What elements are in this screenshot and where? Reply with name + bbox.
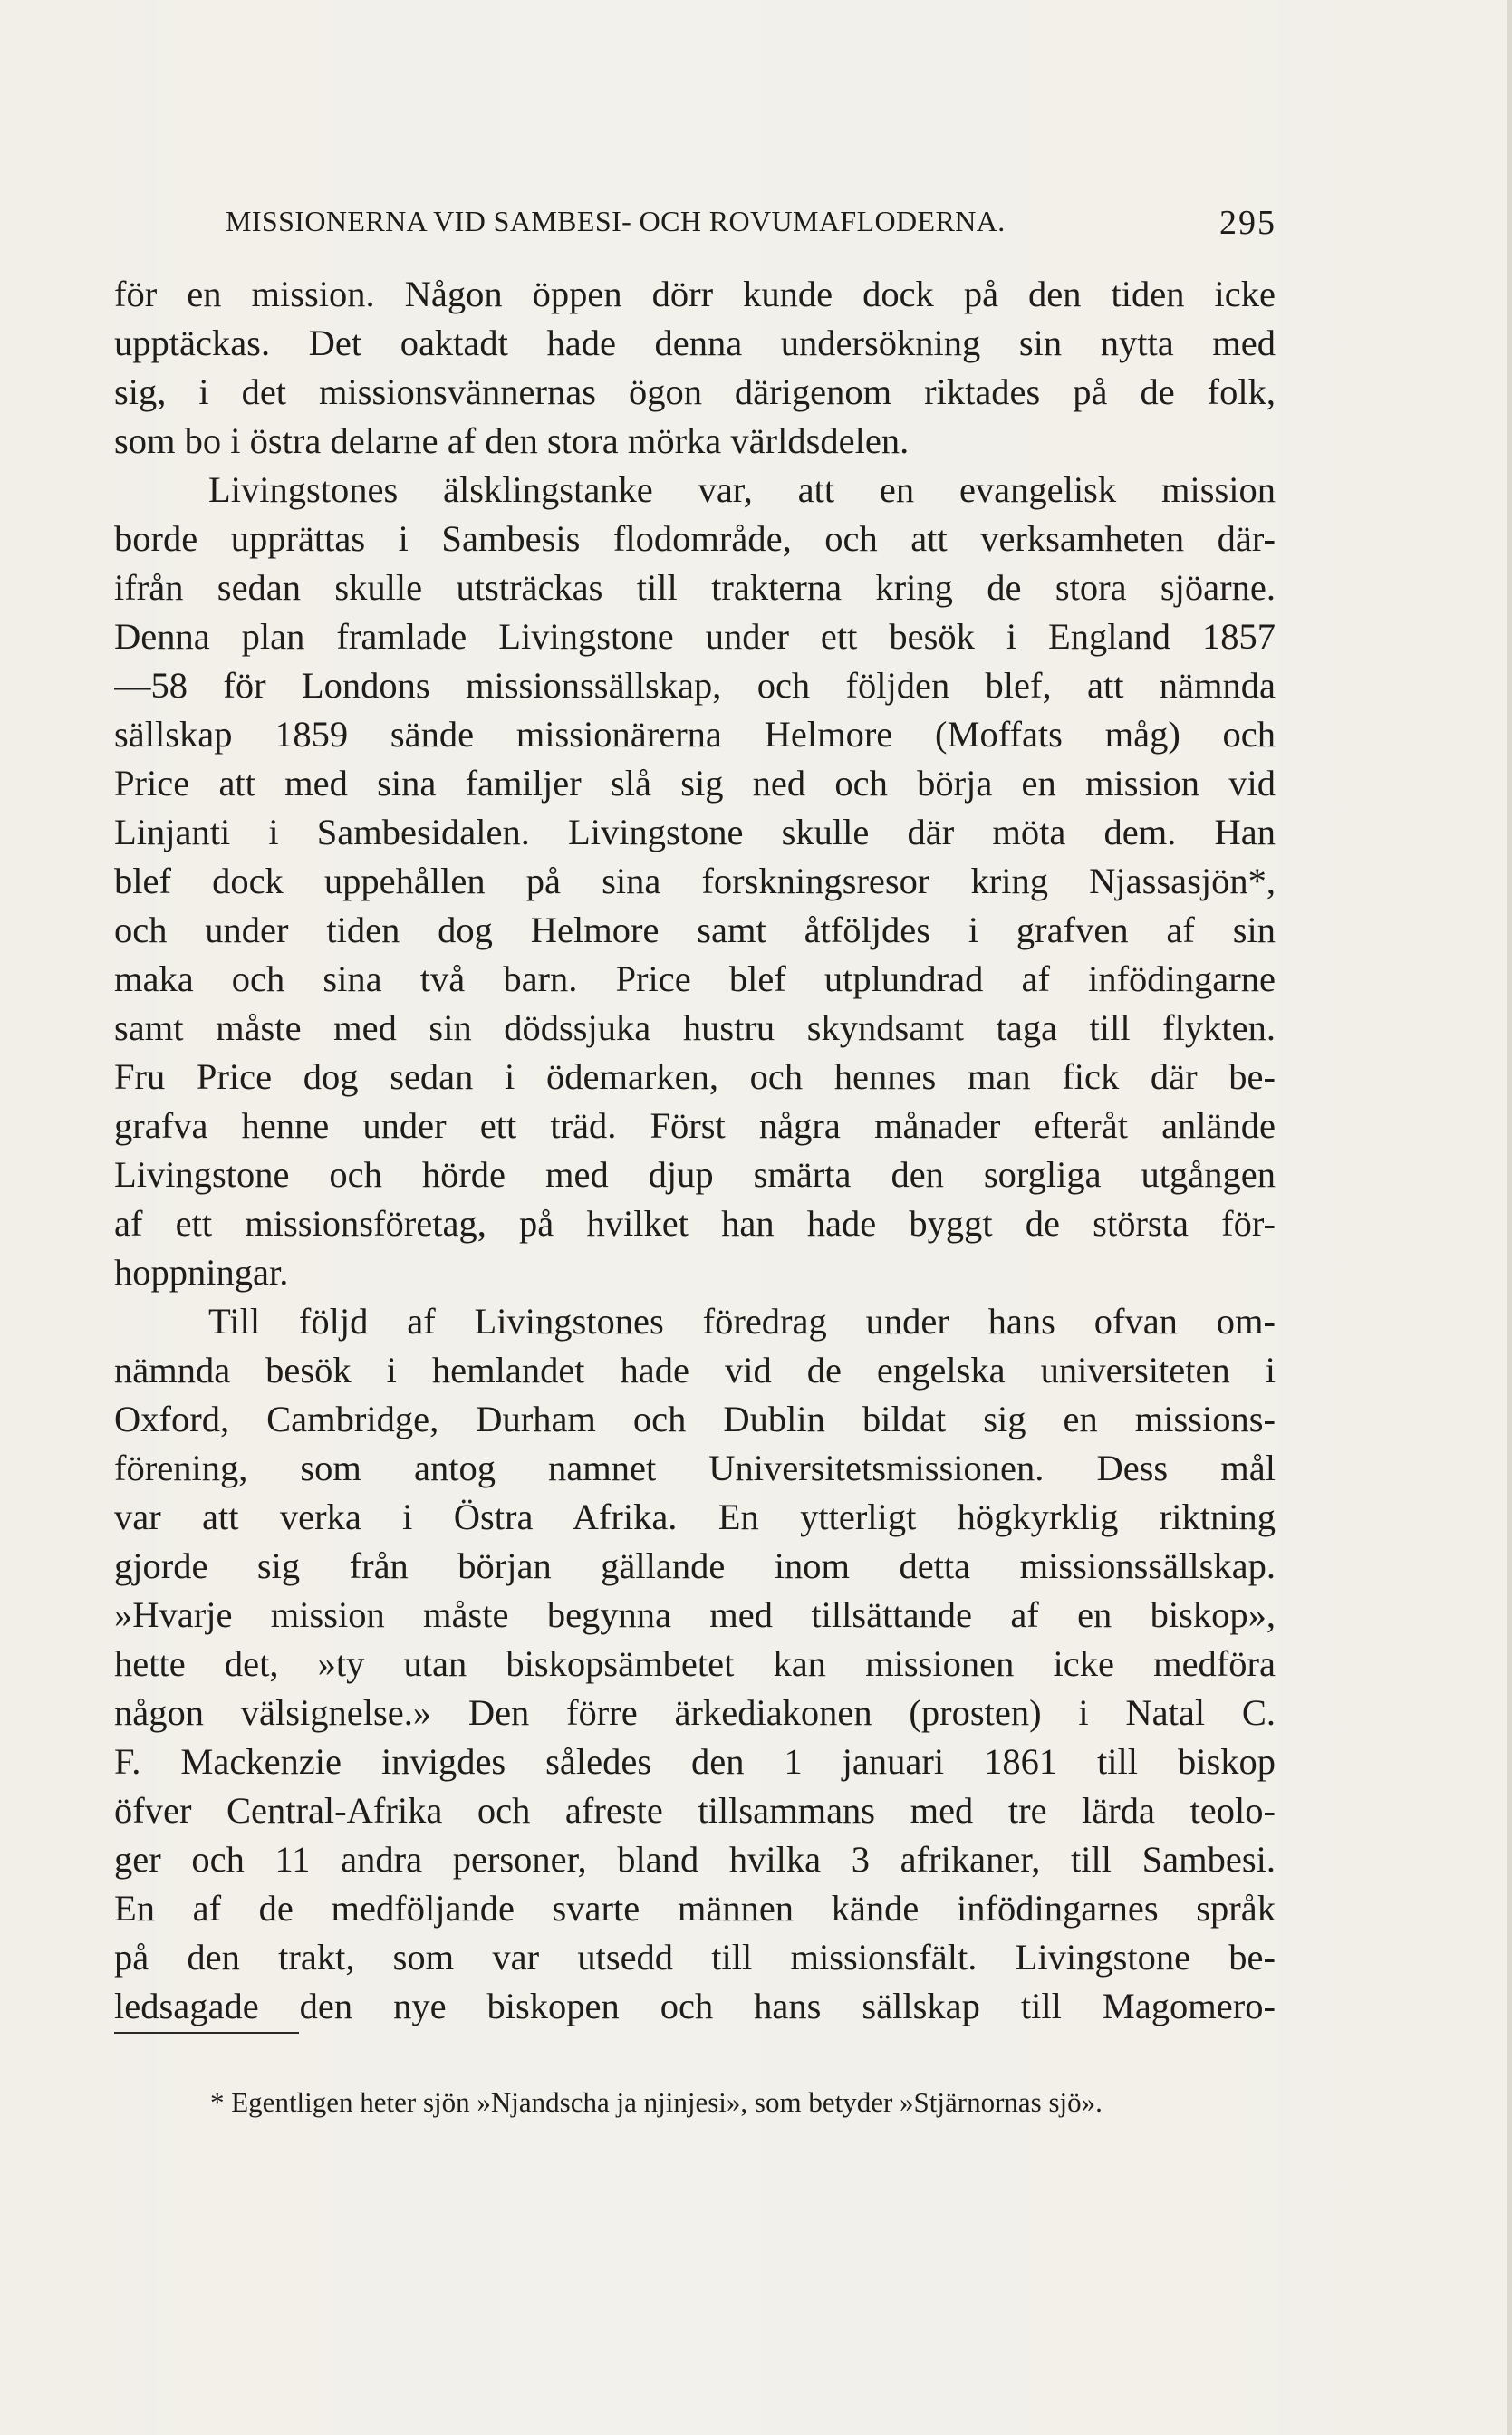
text-line: F. Mackenzie invigdes således den 1 januari 1861 till biskop (114, 1741, 1276, 1782)
text-line: nämnda besök i hemlandet hade vid de engelska universiteten i (114, 1350, 1276, 1391)
running-header (226, 205, 1276, 241)
text-line: Fru Price dog sedan i ödemarken, och hennes man fick där be- (114, 1056, 1276, 1097)
page-number: 295 (1219, 204, 1276, 242)
text-line: gjorde sig från början gällande inom detta missionssällskap. (114, 1545, 1276, 1586)
text-line: öfver Central-Afrika och afreste tillsammans med tre lärda teolo- (114, 1790, 1276, 1831)
body-text (114, 270, 1276, 2031)
footnote: * Egentligen heter sjön »Njandscha ja njinjesi», som betyder »Stjärnornas sjö». (210, 2086, 1103, 2118)
page-edge (1507, 0, 1512, 2435)
text-line: blef dock uppehållen på sina forskningsresor kring Njassasjön*, (114, 861, 1276, 901)
text-line: samt måste med sin dödssjuka hustru skyndsamt taga till flykten. (114, 1007, 1276, 1048)
text-line: ledsagade den nye biskopen och hans sällskap till Magomero- (114, 1986, 1276, 2026)
text-line: på den trakt, som var utsedd till missionsfält. Livingstone be- (114, 1937, 1276, 1978)
text-line: sig, i det missionsvännernas ögon därigenom riktades på de folk, (114, 371, 1276, 412)
text-line: maka och sina två barn. Price blef utplundrad af infödingarne (114, 958, 1276, 999)
text-line: »Hvarje mission måste begynna med tillsättande af en biskop», (114, 1594, 1276, 1635)
footnote-rule (114, 2032, 299, 2034)
text-line: —58 för Londons missionssällskap, och följden blef, att nämnda (114, 665, 1276, 706)
text-line: Till följd af Livingstones föredrag under hans ofvan om- (208, 1301, 1276, 1342)
text-line: hoppningar. (114, 1252, 289, 1293)
text-line: grafva henne under ett träd. Först några månader efteråt anlände (114, 1105, 1276, 1146)
text-line: af ett missionsföretag, på hvilket han hade byggt de största för- (114, 1203, 1276, 1244)
text-line: och under tiden dog Helmore samt åtföljdes i grafven af sin (114, 910, 1276, 950)
text-line: för en mission. Någon öppen dörr kunde dock på den tiden icke (114, 274, 1276, 314)
text-line: Oxford, Cambridge, Durham och Dublin bildat sig en missions- (114, 1399, 1276, 1439)
text-line: En af de medföljande svarte männen kände infödingarnes språk (114, 1888, 1276, 1929)
text-line: som bo i östra delarne af den stora mörka världsdelen. (114, 420, 910, 461)
running-title: MISSIONERNA VID SAMBESI- OCH ROVUMAFLODERNA. (226, 205, 1006, 237)
text-line: borde upprättas i Sambesis flodområde, och att verksamheten där- (114, 518, 1276, 559)
text-line: hette det, »ty utan biskopsämbetet kan missionen icke medföra (114, 1643, 1276, 1684)
text-line: upptäckas. Det oaktadt hade denna undersökning sin nytta med (114, 322, 1276, 363)
text-line: ger och 11 andra personer, bland hvilka 3 afrikaner, till Sambesi. (114, 1839, 1276, 1880)
text-line: ifrån sedan skulle utsträckas till trakterna kring de stora sjöarne. (114, 567, 1276, 608)
text-line: var att verka i Östra Afrika. En ytterligt högkyrklig riktning (114, 1497, 1276, 1537)
text-line: Price att med sina familjer slå sig ned och börja en mission vid (114, 763, 1276, 804)
text-line: Denna plan framlade Livingstone under ett besök i England 1857 (114, 616, 1276, 657)
text-line: Linjanti i Sambesidalen. Livingstone skulle där möta dem. Han (114, 812, 1276, 852)
text-line: sällskap 1859 sände missionärerna Helmore (Moffats måg) och (114, 714, 1276, 755)
text-line: Livingstone och hörde med djup smärta den sorgliga utgången (114, 1154, 1276, 1195)
text-line: Livingstones älsklingstanke var, att en evangelisk mission (208, 469, 1276, 510)
text-line: förening, som antog namnet Universitetsmissionen. Dess mål (114, 1448, 1276, 1488)
text-line: någon välsignelse.» Den förre ärkediakonen (prosten) i Natal C. (114, 1692, 1276, 1733)
